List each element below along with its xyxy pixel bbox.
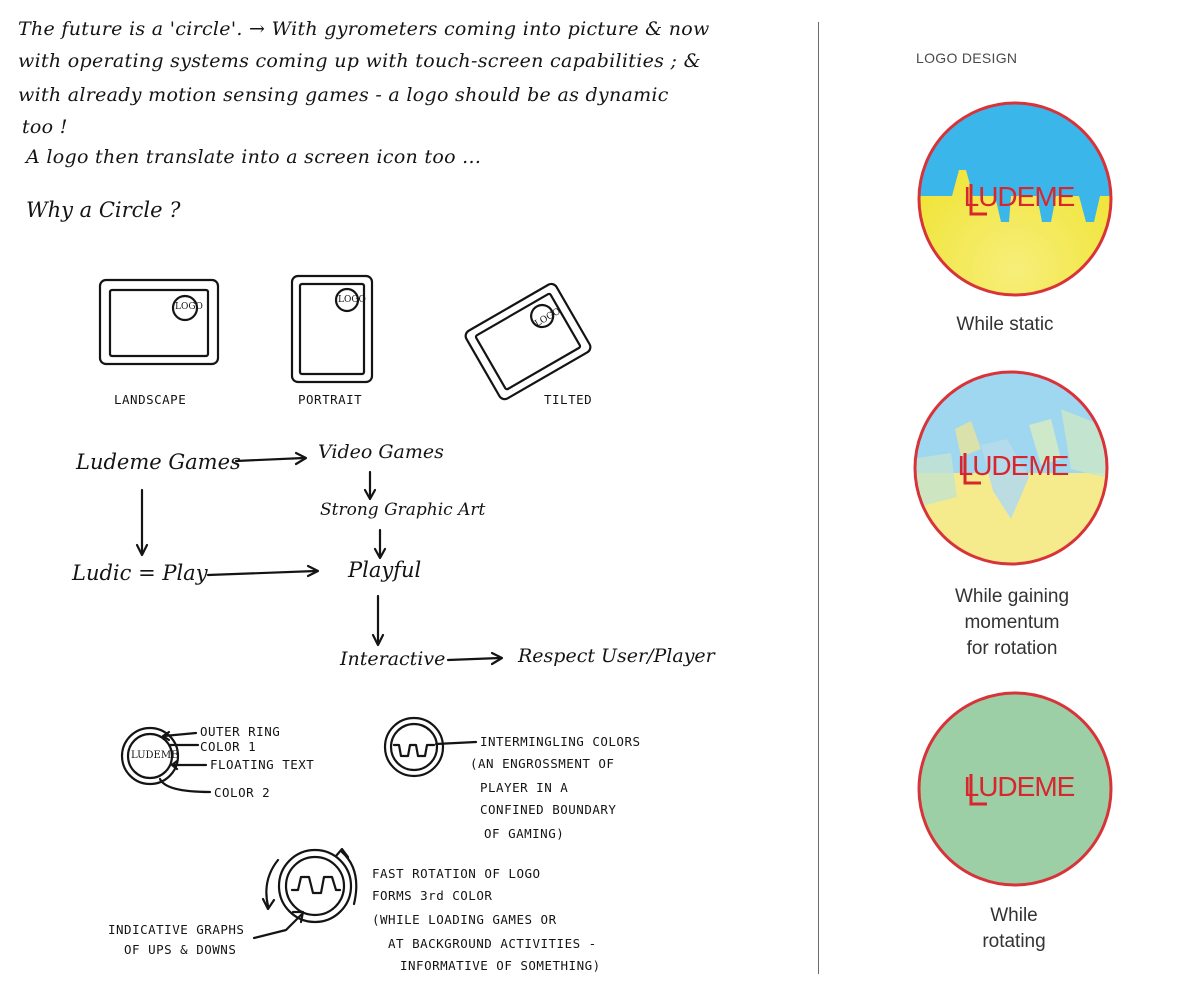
vertical-divider xyxy=(818,22,819,974)
caption-momentum xyxy=(922,584,1102,662)
intermingling-line-4: CONFINED BOUNDARY xyxy=(480,802,617,817)
indicative-line-1: INDICATIVE GRAPHS xyxy=(108,922,245,937)
portrait-device-sketch xyxy=(292,276,372,382)
portrait-logo-label: LOGO xyxy=(338,295,366,305)
logo-momentum xyxy=(911,369,1111,569)
floating-text-label: FLOATING TEXT xyxy=(210,757,315,772)
portrait-label: PORTRAIT xyxy=(298,392,363,407)
intro-line-4: too ! xyxy=(22,116,68,138)
caption-rotating xyxy=(924,903,1104,955)
caption-momentum-line-2: momentum xyxy=(964,612,1060,633)
flow-respect: Respect User/Player xyxy=(518,645,715,667)
intermingling-logo-sketch xyxy=(385,718,476,776)
fast-rotation-line-5: INFORMATIVE OF SOMETHING) xyxy=(400,958,601,973)
intermingling-line-3: PLAYER IN A xyxy=(480,780,569,795)
intermingling-line-1: INTERMINGLING COLORS xyxy=(480,734,641,749)
flow-interactive: Interactive xyxy=(340,648,446,670)
color1-label: COLOR 1 xyxy=(200,739,257,754)
tilted-logo-label: LOGO xyxy=(533,306,563,330)
color2-label: COLOR 2 xyxy=(214,785,271,800)
intro-line-1: The future is a 'circle'. → With gyrometers coming into picture & now xyxy=(18,18,710,40)
flow-ludeme-games: Ludeme Games xyxy=(76,450,241,474)
logo-rotating xyxy=(915,690,1115,890)
intermingling-line-5: OF GAMING) xyxy=(484,826,565,841)
intro-line-2: with operating systems coming up with touch-screen capabilities ; & xyxy=(18,50,701,72)
fast-rotation-line-3: (WHILE LOADING GAMES OR xyxy=(372,912,557,927)
flow-playful: Playful xyxy=(348,558,422,582)
flow-ludic-play: Ludic = Play xyxy=(72,561,208,585)
rotating-logo-text: LUDEME xyxy=(963,771,1075,802)
intro-line-5: A logo then translate into a screen icon too ... xyxy=(26,146,482,168)
question-heading: Why a Circle ? xyxy=(26,198,181,222)
caption-static: While static xyxy=(956,314,1054,335)
outer-ring-label: OUTER RING xyxy=(200,724,281,739)
fast-rotation-line-1: FAST ROTATION OF LOGO xyxy=(372,866,541,881)
rotation-logo-sketch xyxy=(254,849,356,938)
landscape-label: LANDSCAPE xyxy=(114,392,187,407)
logo-static xyxy=(915,100,1115,300)
caption-momentum-line-3: for rotation xyxy=(966,638,1058,659)
indicative-line-2: OF UPS & DOWNS xyxy=(124,942,237,957)
intro-line-3: with already motion sensing games - a logo should be as dynamic xyxy=(18,84,669,106)
caption-rotating-line-2: rotating xyxy=(982,931,1046,952)
logo-design-title: LOGO DESIGN xyxy=(916,50,1018,66)
landscape-device-sketch xyxy=(100,280,218,364)
intermingling-line-2: (AN ENGROSSMENT OF xyxy=(470,756,615,771)
tilted-device-sketch xyxy=(463,282,592,402)
flow-strong-graphic-art: Strong Graphic Art xyxy=(320,500,486,520)
tilted-label: TILTED xyxy=(544,392,593,407)
landscape-logo-label: LOGO xyxy=(175,302,203,312)
caption-momentum-line-1: While gaining xyxy=(954,586,1070,607)
static-logo-text: LUDEME xyxy=(963,181,1075,212)
momentum-logo-text: LUDEME xyxy=(957,450,1069,481)
fast-rotation-line-2: FORMS 3rd COLOR xyxy=(372,888,493,903)
fast-rotation-line-4: AT BACKGROUND ACTIVITIES - xyxy=(388,936,597,951)
flow-video-games: Video Games xyxy=(318,441,444,463)
ring-logo-word: LUDEME xyxy=(131,750,179,761)
flow-arrows xyxy=(137,453,502,664)
caption-rotating-line-1: While xyxy=(990,905,1038,926)
